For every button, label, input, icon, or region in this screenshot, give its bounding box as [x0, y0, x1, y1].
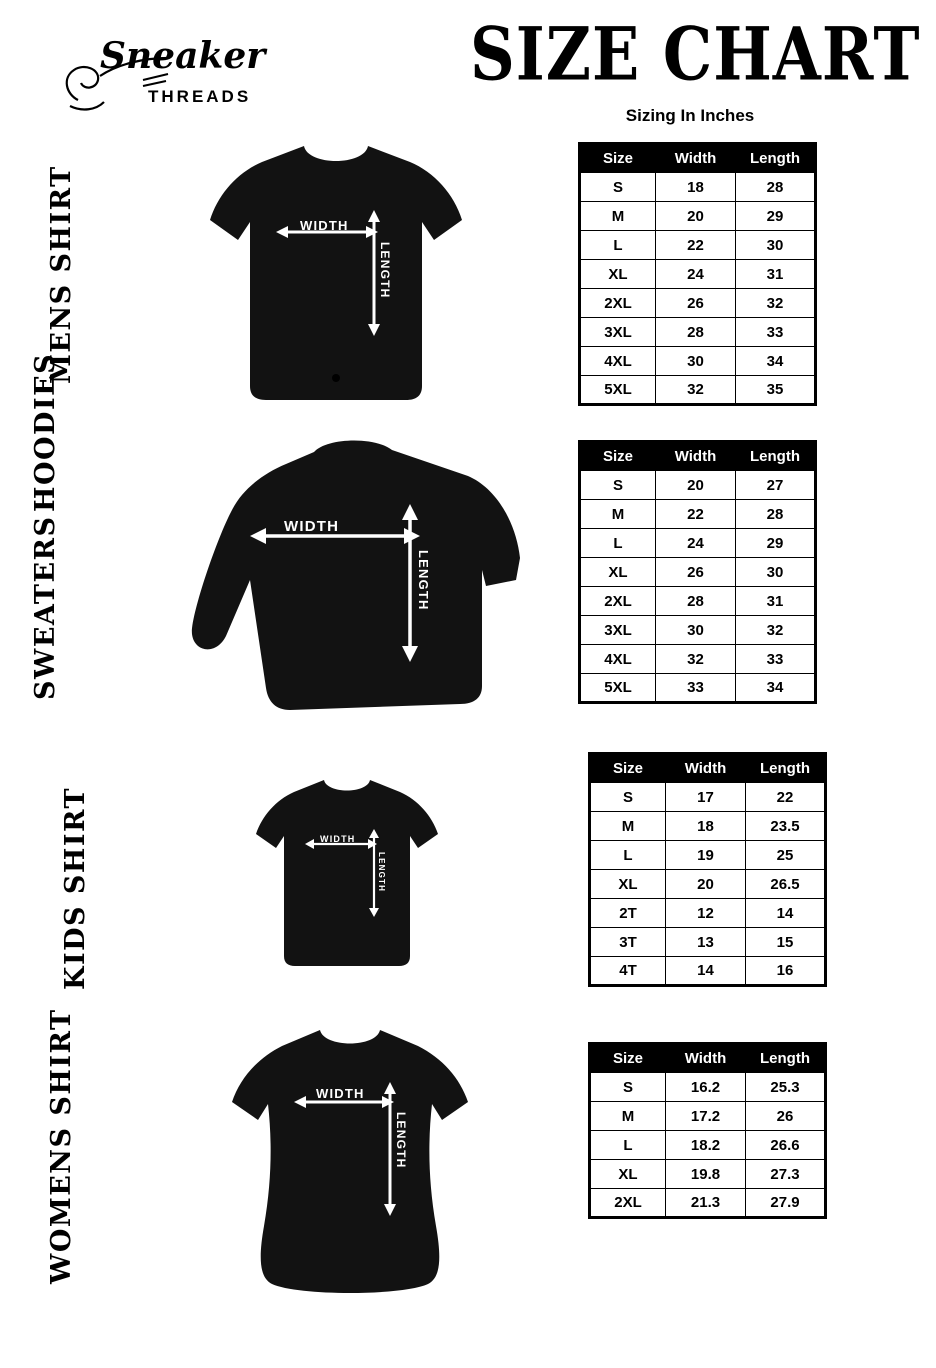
table-row	[580, 173, 816, 202]
cell-size: 4T	[590, 957, 666, 986]
womens-length-label: LENGTH	[394, 1112, 408, 1169]
cell-size: 2T	[590, 899, 666, 928]
table-row	[590, 1189, 826, 1218]
mens-shirt-illustration	[196, 136, 476, 411]
cell-size: L	[580, 231, 656, 260]
cell-size: M	[580, 202, 656, 231]
cell-width: 19.8	[666, 1160, 746, 1189]
cell-size: 2XL	[580, 587, 656, 616]
header-width: Width	[656, 442, 736, 471]
cell-length: 29	[736, 529, 816, 558]
cell-width: 22	[656, 231, 736, 260]
logo-top-text: Sneaker	[100, 35, 266, 77]
table-row	[590, 812, 826, 841]
cell-length: 22	[746, 783, 826, 812]
page-subtitle: Sizing In Inches	[625, 106, 755, 125]
cell-length: 28	[736, 173, 816, 202]
table-row	[580, 202, 816, 231]
cell-length: 31	[736, 587, 816, 616]
cell-size: 2XL	[580, 289, 656, 318]
cell-size: XL	[580, 260, 656, 289]
table-row	[580, 529, 816, 558]
page-title: SIZE CHART	[470, 10, 921, 98]
cell-size: S	[580, 173, 656, 202]
cell-width: 21.3	[666, 1189, 746, 1218]
mens-width-label: WIDTH	[300, 218, 349, 233]
cell-length: 27.3	[746, 1160, 826, 1189]
cell-width: 20	[656, 471, 736, 500]
brand-logo	[48, 26, 268, 116]
table-row	[590, 870, 826, 899]
cell-length: 27	[736, 471, 816, 500]
header-width: Width	[666, 1044, 746, 1073]
table-row	[580, 674, 816, 703]
cell-size: XL	[580, 558, 656, 587]
cell-length: 35	[736, 376, 816, 405]
header-width: Width	[666, 754, 746, 783]
cell-width: 26	[656, 289, 736, 318]
cell-width: 30	[656, 616, 736, 645]
cell-width: 19	[666, 841, 746, 870]
section-label-kids-shirt: KIDS SHIRT	[60, 786, 91, 990]
table-row	[590, 928, 826, 957]
table-row	[580, 318, 816, 347]
cell-length: 28	[736, 500, 816, 529]
cell-width: 26	[656, 558, 736, 587]
cell-width: 24	[656, 260, 736, 289]
cell-width: 28	[656, 587, 736, 616]
cell-length: 32	[736, 289, 816, 318]
table-row	[580, 376, 816, 405]
table-row	[590, 1102, 826, 1131]
cell-width: 33	[656, 674, 736, 703]
cell-length: 25	[746, 841, 826, 870]
kids-length-label: LENGTH	[377, 852, 386, 893]
header-length: Length	[736, 442, 816, 471]
cell-length: 30	[736, 231, 816, 260]
cell-width: 24	[656, 529, 736, 558]
mens-length-label: LENGTH	[378, 242, 392, 299]
table-row	[580, 347, 816, 376]
cell-width: 32	[656, 645, 736, 674]
sneaker-threads-logo-icon	[48, 26, 268, 118]
size-table-womens-shirt	[588, 1042, 827, 1219]
table-header-row	[580, 442, 816, 471]
cell-size: 5XL	[580, 376, 656, 405]
cell-length: 31	[736, 260, 816, 289]
table-row	[580, 289, 816, 318]
section-label-line1: SWEATERS	[30, 515, 61, 700]
header-length: Length	[736, 144, 816, 173]
size-table-sweaters-hoodies	[578, 440, 817, 704]
size-table-kids-shirt	[588, 752, 827, 987]
cell-size: 5XL	[580, 674, 656, 703]
cell-width: 18	[666, 812, 746, 841]
cell-length: 34	[736, 347, 816, 376]
cell-size: 3T	[590, 928, 666, 957]
cell-length: 14	[746, 899, 826, 928]
cell-length: 26.5	[746, 870, 826, 899]
header-size: Size	[590, 754, 666, 783]
table-row	[590, 841, 826, 870]
table-header-row	[590, 1044, 826, 1073]
cell-length: 30	[736, 558, 816, 587]
cell-size: M	[580, 500, 656, 529]
header-size: Size	[580, 144, 656, 173]
cell-width: 18.2	[666, 1131, 746, 1160]
table-row	[590, 899, 826, 928]
sweater-illustration	[186, 430, 536, 730]
cell-width: 22	[656, 500, 736, 529]
cell-size: XL	[590, 870, 666, 899]
cell-width: 30	[656, 347, 736, 376]
section-label-womens-shirt: WOMENS SHIRT	[46, 1008, 77, 1284]
cell-length: 33	[736, 318, 816, 347]
cell-width: 20	[656, 202, 736, 231]
cell-size: L	[590, 841, 666, 870]
section-label-mens-shirt: MENS SHIRT	[46, 165, 77, 385]
cell-size: 2XL	[590, 1189, 666, 1218]
header-width: Width	[656, 144, 736, 173]
cell-length: 16	[746, 957, 826, 986]
cell-size: 3XL	[580, 318, 656, 347]
cell-size: L	[580, 529, 656, 558]
cell-width: 13	[666, 928, 746, 957]
header-length: Length	[746, 754, 826, 783]
cell-size: 4XL	[580, 645, 656, 674]
table-row	[580, 231, 816, 260]
cell-size: XL	[590, 1160, 666, 1189]
table-row	[590, 1160, 826, 1189]
header-size: Size	[590, 1044, 666, 1073]
cell-size: M	[590, 812, 666, 841]
logo-bottom-text: THREADS	[148, 87, 252, 106]
title-block	[470, 10, 921, 126]
kids-shirt-illustration	[252, 772, 442, 972]
section-label-sweaters-hoodies	[30, 352, 61, 700]
table-row	[580, 500, 816, 529]
cell-size: S	[590, 783, 666, 812]
cell-size: S	[580, 471, 656, 500]
cell-width: 32	[656, 376, 736, 405]
kids-width-label: WIDTH	[320, 834, 356, 844]
table-header-row	[580, 144, 816, 173]
cell-width: 20	[666, 870, 746, 899]
cell-length: 23.5	[746, 812, 826, 841]
womens-shirt-illustration	[220, 1020, 480, 1300]
table-row	[580, 616, 816, 645]
header-size: Size	[580, 442, 656, 471]
womens-width-label: WIDTH	[316, 1086, 365, 1101]
table-header-row	[590, 754, 826, 783]
cell-length: 25.3	[746, 1073, 826, 1102]
table-row	[580, 645, 816, 674]
table-row	[590, 783, 826, 812]
cell-length: 26	[746, 1102, 826, 1131]
table-row	[580, 558, 816, 587]
header-length: Length	[746, 1044, 826, 1073]
cell-size: M	[590, 1102, 666, 1131]
table-row	[580, 260, 816, 289]
cell-size: S	[590, 1073, 666, 1102]
table-row	[590, 1073, 826, 1102]
section-label-line2: HOODIES	[30, 352, 61, 512]
cell-size: 3XL	[580, 616, 656, 645]
cell-size: 4XL	[580, 347, 656, 376]
cell-length: 33	[736, 645, 816, 674]
cell-width: 14	[666, 957, 746, 986]
sweater-width-label: WIDTH	[284, 518, 340, 535]
cell-width: 16.2	[666, 1073, 746, 1102]
cell-width: 17	[666, 783, 746, 812]
cell-length: 29	[736, 202, 816, 231]
cell-length: 32	[736, 616, 816, 645]
cell-width: 18	[656, 173, 736, 202]
cell-length: 34	[736, 674, 816, 703]
table-row	[580, 587, 816, 616]
cell-length: 15	[746, 928, 826, 957]
table-row	[580, 471, 816, 500]
cell-size: L	[590, 1131, 666, 1160]
table-row	[590, 1131, 826, 1160]
sweater-length-label: LENGTH	[416, 550, 431, 611]
table-row	[590, 957, 826, 986]
cell-width: 28	[656, 318, 736, 347]
cell-width: 12	[666, 899, 746, 928]
cell-length: 27.9	[746, 1189, 826, 1218]
cell-width: 17.2	[666, 1102, 746, 1131]
size-table-mens-shirt	[578, 142, 817, 406]
cell-length: 26.6	[746, 1131, 826, 1160]
